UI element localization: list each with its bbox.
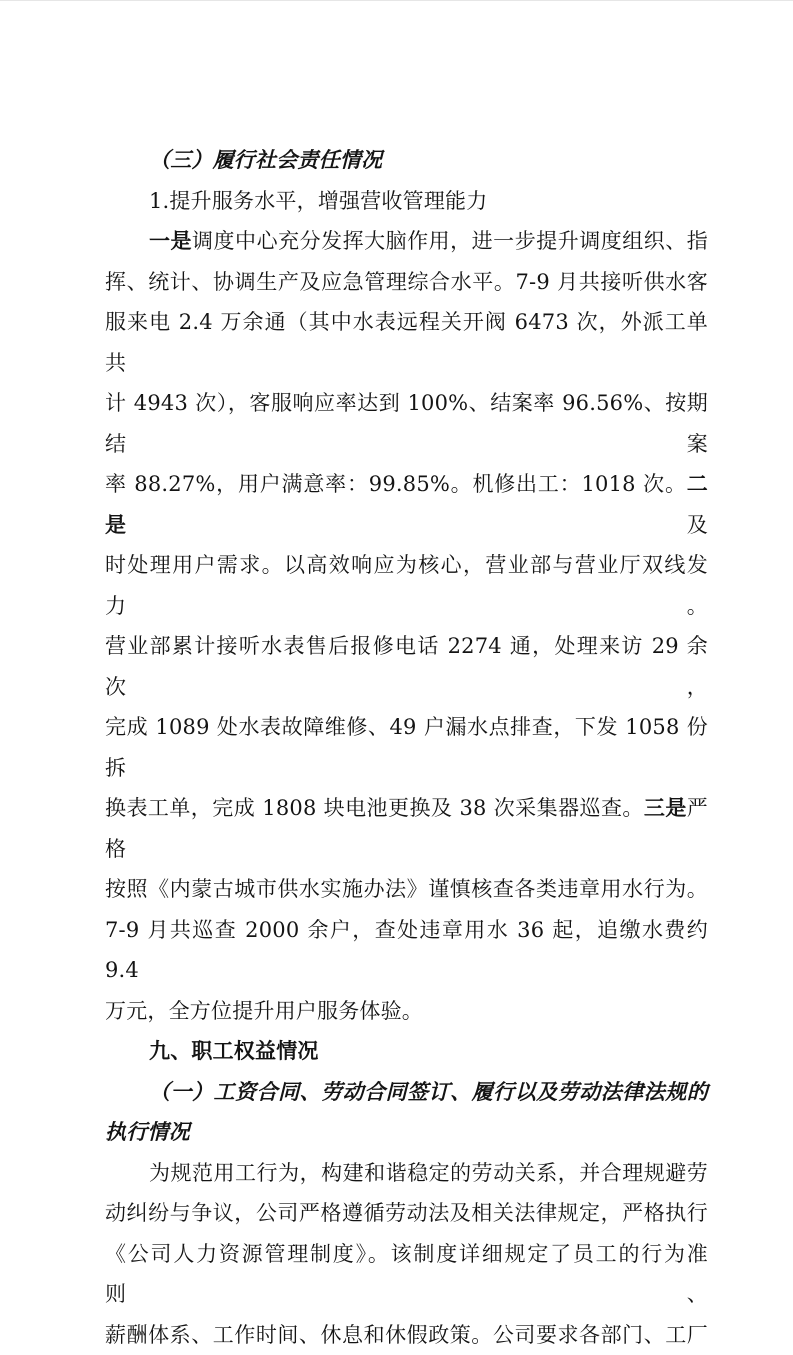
paragraph-text: 严格: [105, 796, 708, 861]
section-9-1-heading-line-1: （一）工资合同、劳动合同签订、履行以及劳动法律法规的: [105, 1072, 708, 1113]
paragraph-1-line-11: 7-9 月共巡查 2000 余户，查处违章用水 36 起，追缴水费约 9.4: [105, 910, 708, 991]
paragraph-text: 调度中心充分发挥大脑作用，进一步提升调度组织、指: [192, 229, 708, 253]
paragraph-1-line-9: [105, 788, 708, 869]
paragraph-1-line-6: 时处理用户需求。以高效响应为核心，营业部与营业厅双线发力。: [105, 545, 708, 626]
paragraph-1-line-12: 万元，全方位提升用户服务体验。: [105, 991, 708, 1032]
paragraph-1-line-5: [105, 464, 708, 545]
bold-marker-ershi: 二是: [105, 471, 708, 537]
paragraph-1-line-8: 完成 1089 处水表故障维修、49 户漏水点排查，下发 1058 份拆: [105, 707, 708, 788]
bold-marker-yishi: 一是: [149, 228, 192, 253]
paragraph-1-line-7: 营业部累计接听水表售后报修电话 2274 通，处理来访 29 余次，: [105, 626, 708, 707]
document-body: [105, 140, 708, 1355]
paragraph-text: 换表工单，完成 1808 块电池更换及 38 次采集器巡查。: [105, 796, 644, 820]
paragraph-1-line-4: 计 4943 次），客服响应率达到 100%、结案率 96.56%、按期结案: [105, 383, 708, 464]
paragraph-2-line-3: 《公司人力资源管理制度》。该制度详细规定了员工的行为准则、: [105, 1234, 708, 1315]
paragraph-1-line-1: [105, 221, 708, 262]
paragraph-1-line-10: 按照《内蒙古城市供水实施办法》谨慎核查各类违章用水行为。: [105, 869, 708, 910]
section-3-heading: （三）履行社会责任情况: [105, 140, 708, 181]
paragraph-1-line-3: 服来电 2.4 万余通（其中水表远程关开阀 6473 次，外派工单共: [105, 302, 708, 383]
section-9-heading: 九、职工权益情况: [105, 1031, 708, 1072]
paragraph-2-line-1: 为规范用工行为，构建和谐稳定的劳动关系，并合理规避劳: [105, 1153, 708, 1194]
section-9-1-heading-line-2: 执行情况: [105, 1112, 708, 1153]
paragraph-2-line-2: 动纠纷与争议，公司严格遵循劳动法及相关法律规定，严格执行: [105, 1193, 708, 1234]
bold-marker-sanshi: 三是: [644, 795, 687, 820]
paragraph-text: 率 88.27%，用户满意率：99.85%。机修出工：1018 次。: [105, 472, 687, 496]
paragraph-text: 及: [687, 513, 708, 537]
subheading-1: 1.提升服务水平，增强营收管理能力: [105, 181, 708, 222]
paragraph-2-line-4: 薪酬体系、工作时间、休息和休假政策。公司要求各部门、工厂: [105, 1315, 708, 1355]
paragraph-1-line-2: 挥、统计、协调生产及应急管理综合水平。7-9 月共接听供水客: [105, 262, 708, 303]
